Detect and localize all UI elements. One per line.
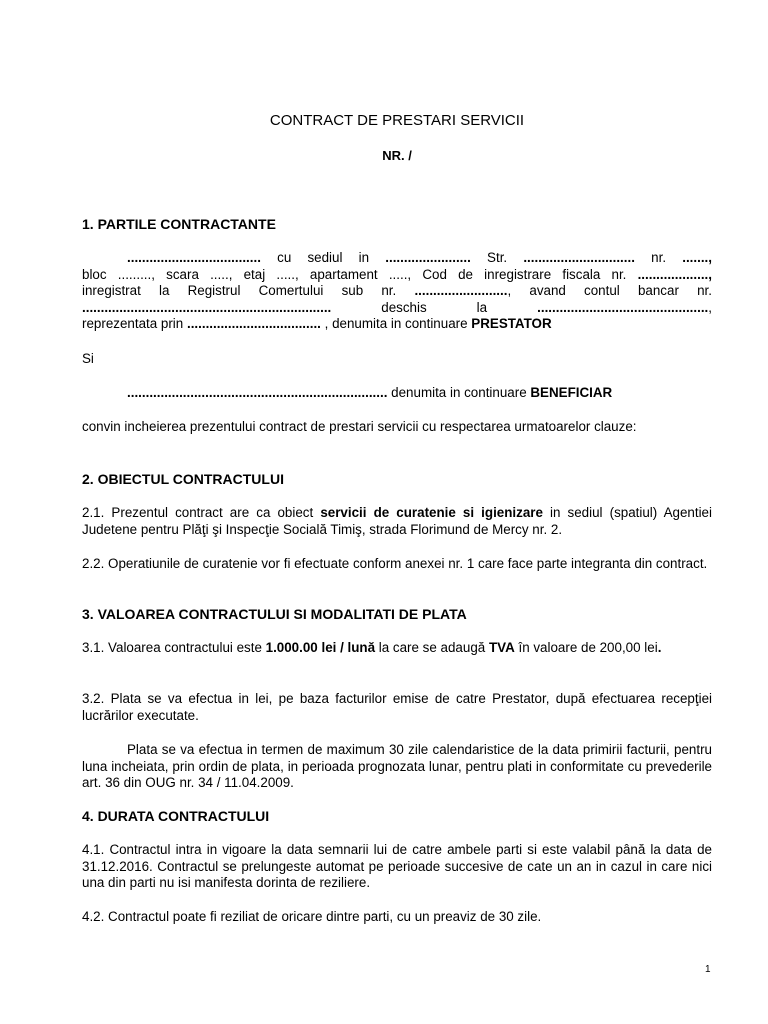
text: denumita in continuare (387, 385, 531, 400)
party-line-1 (82, 250, 712, 267)
blank-registry-number: ......................... (414, 283, 508, 298)
party-prestator-paragraph (82, 250, 712, 333)
blank-bank: .............................................. (537, 299, 709, 315)
text: 2.1. Prezentul contract are ca obiect (82, 505, 321, 520)
text: nr. (634, 250, 683, 265)
text: cu sediul in (260, 250, 386, 265)
clause-2-1 (82, 505, 712, 538)
text: Str. (470, 250, 524, 265)
party-line-3 (82, 283, 712, 300)
text: la care se adaugă (375, 640, 489, 655)
clause-4-2: 4.2. Contractul poate fi reziliat de oricare dintre parti, cu un preaviz de 30 zile. (82, 909, 542, 924)
blank-bank-account: ................................................................... (82, 299, 332, 315)
section-2-heading: 2. OBIECTUL CONTRACTULUI (82, 471, 284, 487)
section-1-heading: 1. PARTILE CONTRACTANTE (82, 216, 276, 232)
text: 3.1. Valoarea contractului este (82, 640, 266, 655)
clause-3-2: 3.2. Plata se va efectua in lei, pe baza facturilor emise de catre Prestator, după efectuarea recepţiei lucrărilor executate. (82, 691, 712, 723)
beneficiar-label: BENEFICIAR (530, 385, 613, 400)
section-3-heading: 3. VALOAREA CONTRACTULUI SI MODALITATI DE PLATA (82, 606, 467, 622)
text: în valoare de 200,00 lei (514, 640, 658, 655)
blank-number: ......., (682, 250, 712, 265)
text: deschis la (331, 299, 538, 315)
blank-street: .............................. (523, 250, 635, 265)
text: inregistrat la Registrul Comertului sub nr. (82, 283, 415, 298)
clause-4-1: 4.1. Contractul intra in vigoare la data semnarii lui de catre ambele parti si este valabil până la data de 31.12.2016. Contractul se prelungeste automat pe perioade succesive de cate un an in cazul in care nici una din parti nu isi manifesta dorinta de reziliere. (82, 842, 712, 890)
service-object: servicii de curatenie si igienizare (320, 505, 543, 520)
clause-2-2: 2.2. Operatiunile de curatenie vor fi efectuate conform anexei nr. 1 care face parte integranta din contract. (82, 556, 708, 571)
party-line-4 (82, 300, 712, 317)
blank-representative: .................................... (186, 316, 321, 331)
party-beneficiar-paragraph (82, 385, 712, 402)
page-number: 1 (705, 964, 711, 975)
text: in sediul (spatiul) Agentiei Judetene pentru Plăţi şi Inspecţie Socială Timiş, strada Florimund de Mercy nr. 2. (82, 505, 712, 537)
text: . (657, 640, 662, 655)
si-text: Si (82, 351, 94, 366)
tva-label: TVA (488, 640, 515, 655)
section-4-heading: 4. DURATA CONTRACTULUI (82, 808, 270, 824)
clause-3-1 (82, 640, 712, 657)
text: reprezentata prin (82, 316, 187, 331)
blank-fiscal-code: ..................., (637, 266, 712, 282)
blank-city: ....................... (385, 250, 471, 265)
text: , denumita in continuare (320, 316, 472, 331)
contract-number: NR. / (382, 148, 412, 163)
blank-name: .................................... (127, 250, 261, 265)
text: , (708, 299, 712, 315)
text: , avand contul bancar nr. (507, 283, 712, 298)
contract-title: CONTRACT DE PRESTARI SERVICII (269, 112, 525, 129)
clause-3-3: Plata se va efectua in termen de maximum 30 zile calendaristice de la data primirii facturii, pentru luna incheiata, prin ordin de plata, in perioada prognozata lunar, pentru plati in conformitate cu prevederile art. 36 din OUG nr. 34 / 11.04.2009. (82, 742, 712, 790)
prestator-label: PRESTATOR (471, 316, 552, 331)
blank-beneficiary: ...................................................................... (127, 385, 388, 400)
party-line-5 (82, 316, 712, 333)
contract-value: 1.000.00 lei / lună (265, 640, 376, 655)
text: bloc ........., scara ....., etaj ....., apartament ....., Cod de inregistrare fiscala nr. (82, 266, 638, 282)
agreement-paragraph: convin incheierea prezentului contract de prestari servicii cu respectarea urmatoarelor clauze: (82, 419, 637, 434)
party-line-2 (82, 267, 712, 284)
